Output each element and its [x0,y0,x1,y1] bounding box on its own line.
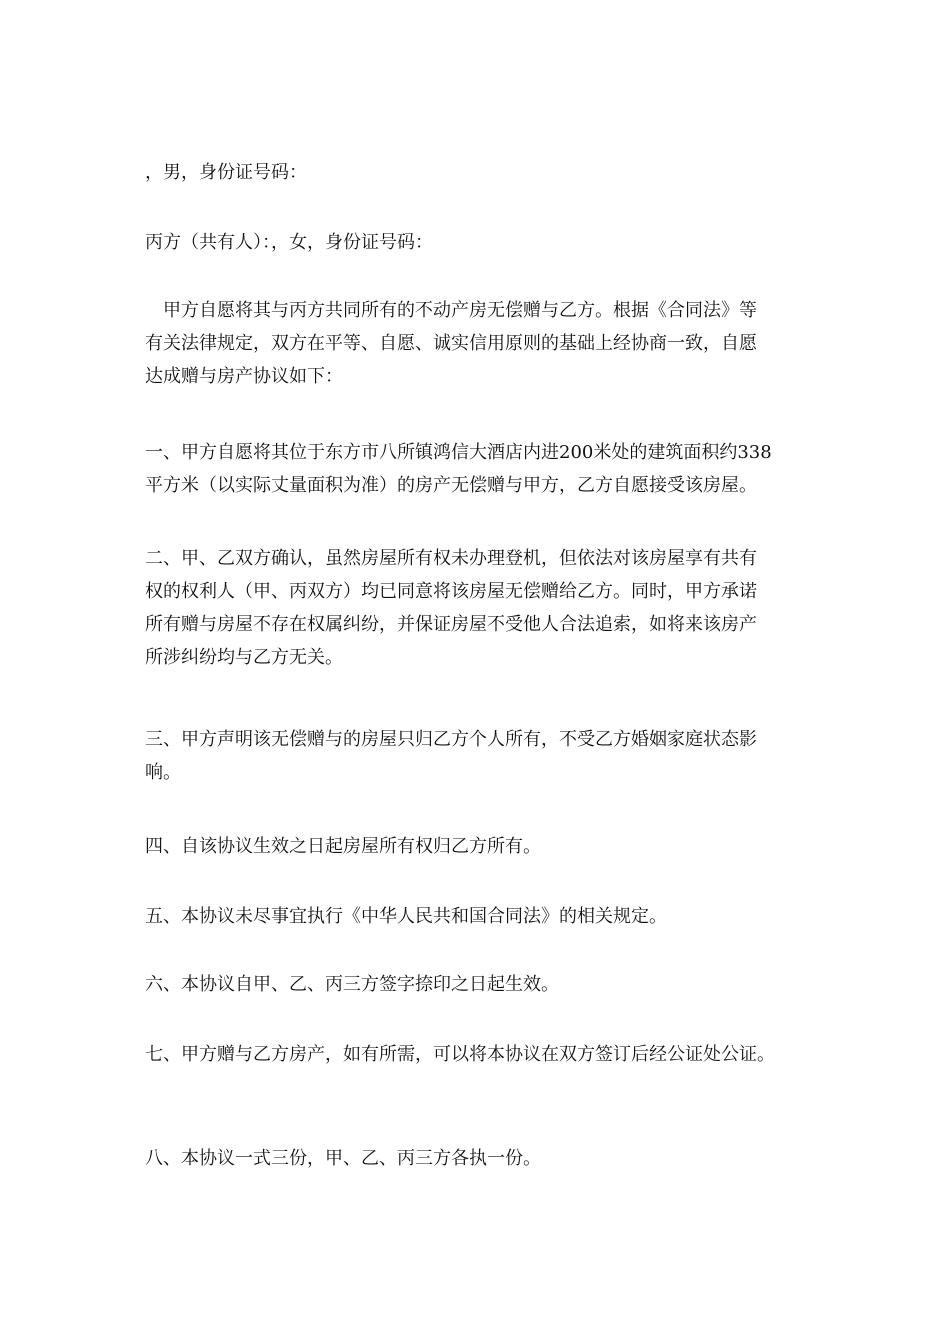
clause-2-line: 权的权利人（甲、丙双方）均已同意将该房屋无偿赠给乙方。同时，甲方承诺 [145,581,757,602]
clause-1-line: 平方米（以实际丈量面积为准）的房产无偿赠与甲方，乙方自愿接受该房屋。 [145,475,757,496]
party-c-text: 丙方（共有人）：，女，身份证号码： [145,232,433,253]
party-b-line [145,156,810,189]
clause-2 [145,542,810,674]
clause-7-text: 七、甲方赠与乙方房产，如有所需，可以将本协议在双方签订后经公证处公证。 [145,1044,775,1065]
clause-3 [145,723,810,789]
party-c-line [145,226,810,259]
intro-paragraph [145,294,810,393]
clause-8-text: 八、本协议一式三份，甲、乙、丙三方各执一份。 [145,1148,541,1169]
clause-6 [145,968,810,1001]
intro-line: 甲方自愿将其与丙方共同所有的不动产房无偿赠与乙方。根据《合同法》等 [163,300,757,321]
clause-4-text: 四、自该协议生效之日起房屋所有权归乙方所有。 [145,836,541,857]
intro-line: 达成赠与房产协议如下： [145,366,343,387]
clause-1-line: 一、甲方自愿将其位于东方市八所镇鸿信大酒店内进200米处的建筑面积约338 [145,442,772,463]
clause-5-text: 五、本协议未尽事宜执行《中华人民共和国合同法》的相关规定。 [145,906,667,927]
clause-2-line: 所有赠与房屋不存在权属纠纷，并保证房屋不受他人合法追索，如将来该房产 [145,614,757,635]
clause-6-text: 六、本协议自甲、乙、丙三方签字捺印之日起生效。 [145,974,559,995]
clause-8 [145,1142,810,1175]
intro-line: 有关法律规定，双方在平等、自愿、诚实信用原则的基础上经协商一致，自愿 [145,333,757,354]
clause-2-line: 二、甲、乙双方确认，虽然房屋所有权未办理登机，但依法对该房屋享有共有 [145,548,757,569]
clause-4 [145,830,810,863]
clause-3-line: 响。 [145,762,181,783]
party-b-text: ，男，身份证号码： [145,162,307,183]
clause-5 [145,900,810,933]
clause-3-line: 三、甲方声明该无偿赠与的房屋只归乙方个人所有，不受乙方婚姻家庭状态影 [145,729,757,750]
clause-7 [145,1038,810,1071]
clause-1 [145,436,810,502]
clause-2-line: 所涉纠纷均与乙方无关。 [145,647,343,668]
